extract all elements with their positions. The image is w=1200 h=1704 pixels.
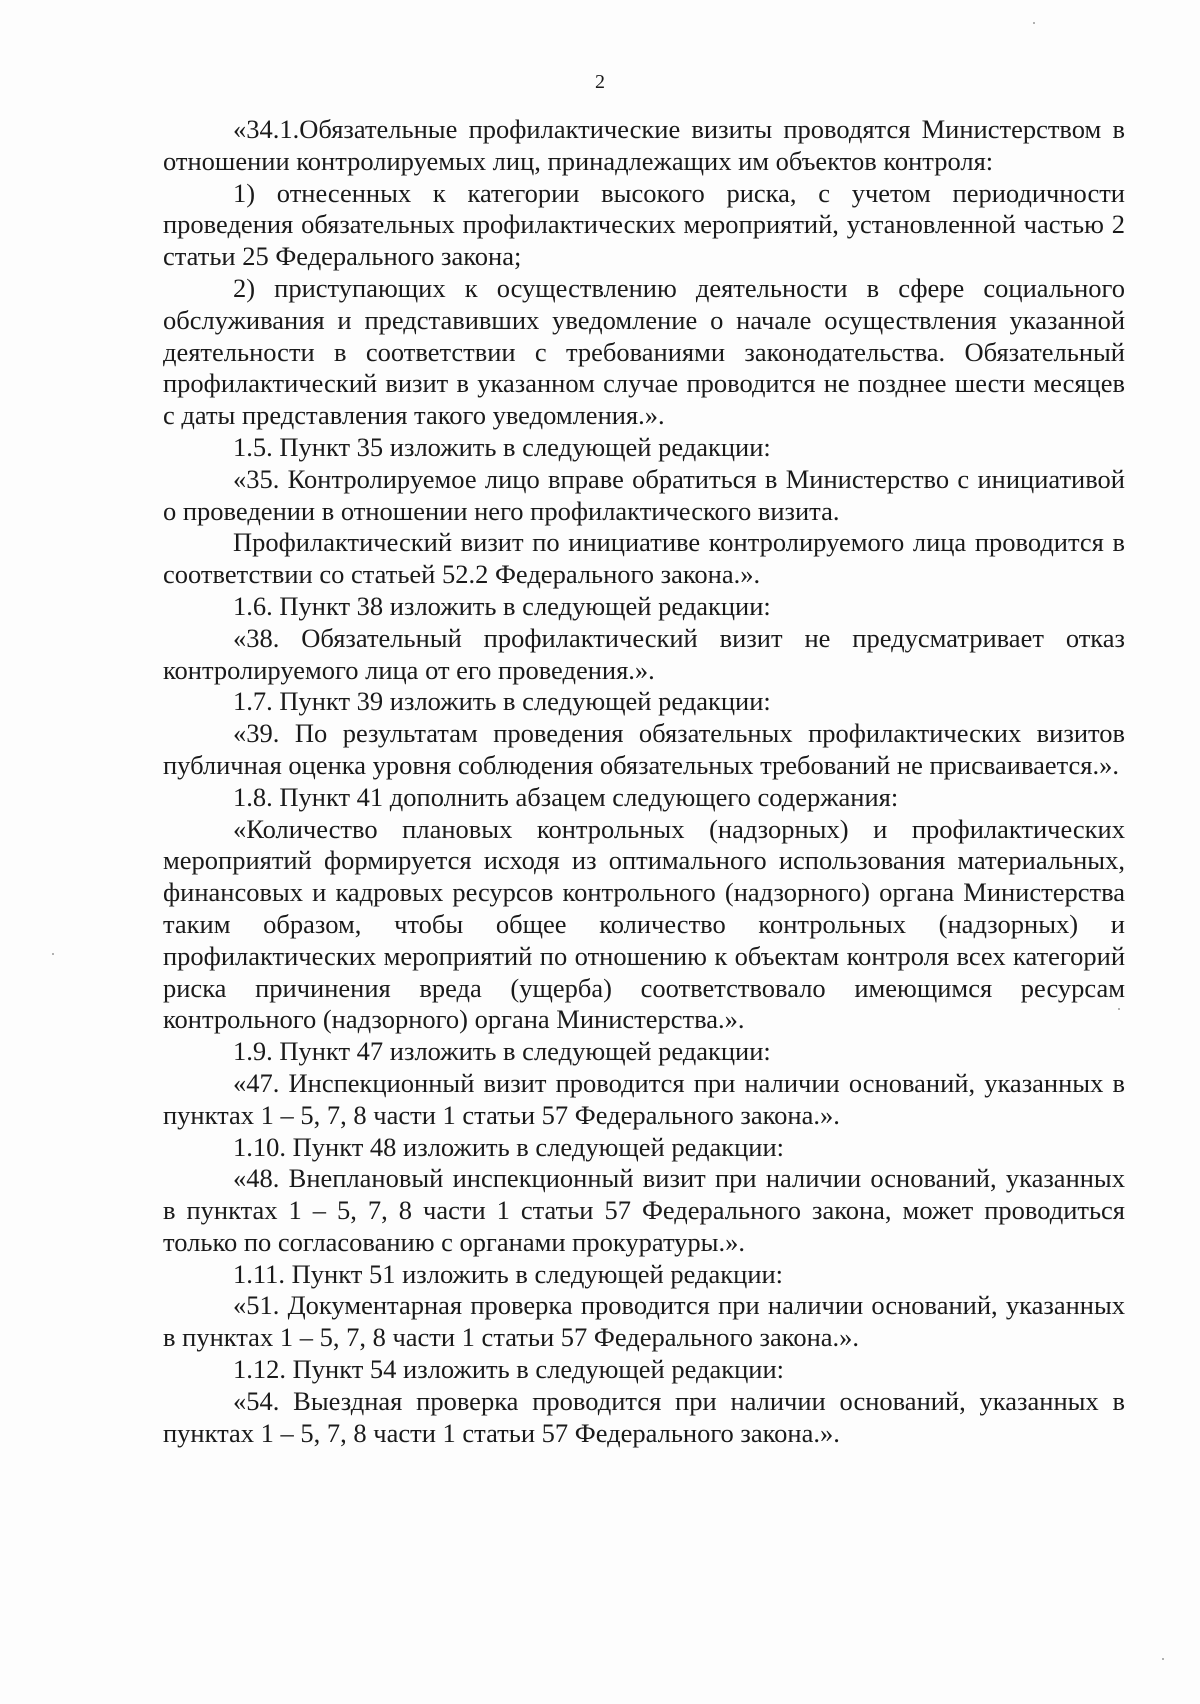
scan-speck (1162, 1658, 1164, 1660)
scan-speck (52, 953, 54, 955)
paragraph: 1.9. Пункт 47 изложить в следующей редакции: (233, 1036, 771, 1067)
paragraph: «48. Внеплановый инспекционный визит при наличии оснований, указанных в пунктах 1 – 5, 7, 8 части 1 статьи 57 Федерального закона, может проводиться только по согласованию с органами прокуратуры.». (163, 1163, 1125, 1257)
paragraph: 1.12. Пункт 54 изложить в следующей редакции: (233, 1354, 785, 1385)
paragraph: 1.10. Пункт 48 изложить в следующей редакции: (233, 1131, 785, 1162)
paragraph: 1) отнесенных к категории высокого риска, с учетом периодичности проведения обязательных профилактических мероприятий, установленной частью 2 статьи 25 Федерального закона; (163, 177, 1125, 272)
paragraph: 1.8. Пункт 41 дополнить абзацем следующего содержания: (233, 781, 899, 812)
document-body (163, 114, 1125, 1449)
paragraph: «38. Обязательный профилактический визит не предусматривает отказ контролируемого лица от его проведения.». (163, 622, 1125, 685)
paragraph: «35. Контролируемое лицо вправе обратиться в Министерство с инициативой о проведении в отношении него профилактического визита. (163, 463, 1125, 526)
paragraph: 1.7. Пункт 39 изложить в следующей редакции: (233, 686, 771, 717)
paragraph: 2) приступающих к осуществлению деятельности в сфере социального обслуживания и представивших уведомление о начале осуществления указанной деятельности в соответствии с требованиями законодательства. Обязательный профилактический визит в указанном случае проводится не позднее шести месяцев с даты представления такого уведомления.». (163, 272, 1125, 431)
page-number: 2 (595, 71, 605, 93)
paragraph: «39. По результатам проведения обязательных профилактических визитов публичная оценка уровня соблюдения обязательных требований не присваивается.». (163, 718, 1125, 780)
paragraph: «47. Инспекционный визит проводится при наличии оснований, указанных в пунктах 1 – 5, 7, 8 части 1 статьи 57 Федерального закона.». (163, 1067, 1125, 1130)
paragraph: 1.6. Пункт 38 изложить в следующей редакции: (233, 590, 771, 621)
paragraph: «54. Выездная проверка проводится при наличии оснований, указанных в пунктах 1 – 5, 7, 8 части 1 статьи 57 Федерального закона.». (163, 1385, 1125, 1448)
scan-speck (1118, 1008, 1120, 1010)
scan-speck (1033, 22, 1035, 24)
paragraph: «34.1.Обязательные профилактические визиты проводятся Министерством в отношении контролируемых лиц, принадлежащих им объектов контроля: (163, 114, 1125, 176)
paragraph: «51. Документарная проверка проводится при наличии оснований, указанных в пунктах 1 – 5, 7, 8 части 1 статьи 57 Федерального закона.». (163, 1290, 1125, 1353)
paragraph: 1.5. Пункт 35 изложить в следующей редакции: (233, 431, 771, 462)
paragraph: 1.11. Пункт 51 изложить в следующей редакции: (233, 1258, 784, 1289)
paragraph: «Количество плановых контрольных (надзорных) и профилактических мероприятий формируется исходя из оптимального использования материальных, финансовых и кадровых ресурсов контрольного (надзорного) органа Министерства таким образом, чтобы общее количество контрольных (надзорных) и профилактических мероприятий по отношению к объектам контроля всех категорий риска причинения вреда (ущерба) соответствовало имеющимся ресурсам контрольного (надзорного) органа Министерства.». (163, 813, 1125, 1035)
paragraph: Профилактический визит по инициативе контролируемого лица проводится в соответствии со статьей 52.2 Федерального закона.». (163, 527, 1125, 590)
